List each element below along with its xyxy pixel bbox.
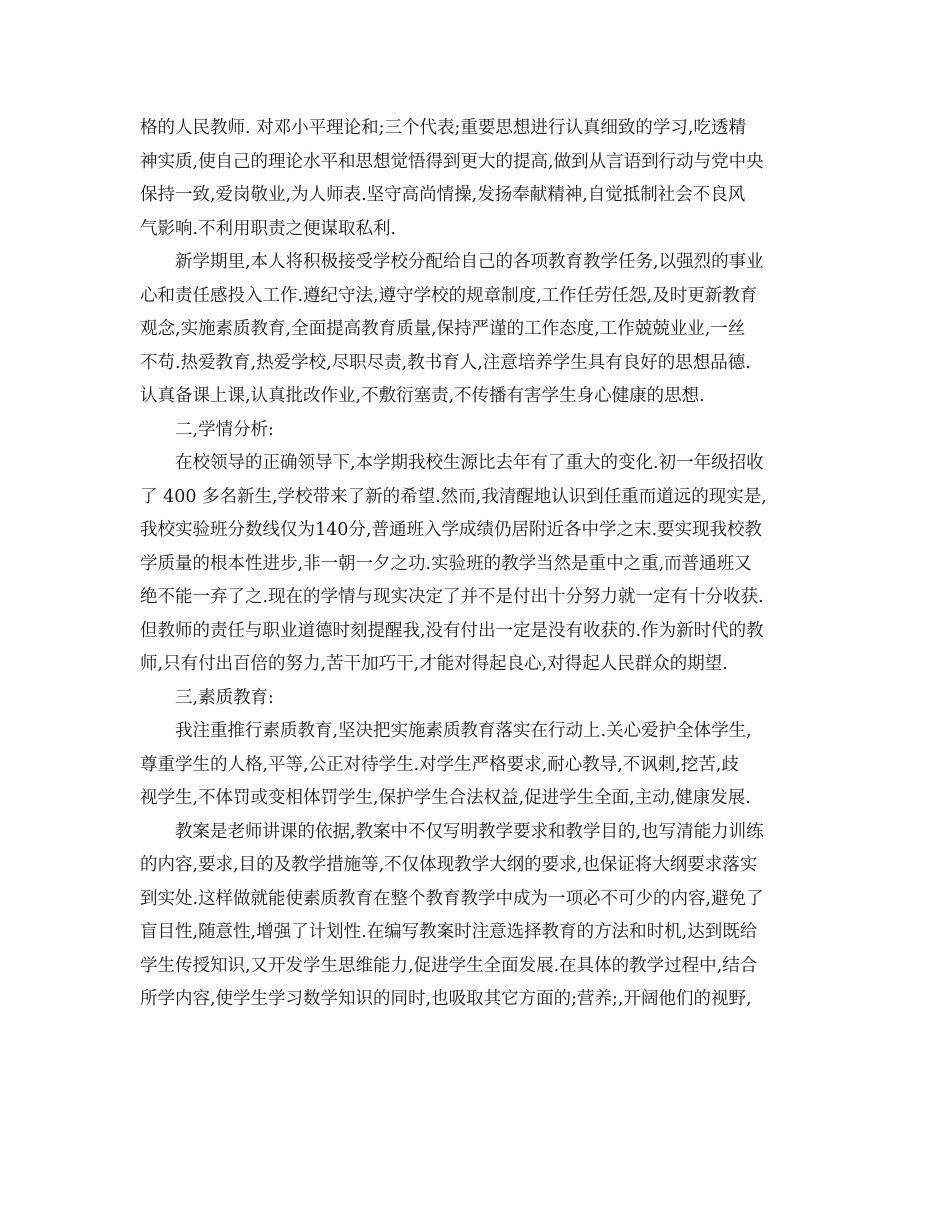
text-line: 心和责任感投入工作.遵纪守法,遵守学校的规章制度,工作任劳任怨,及时更新教育 xyxy=(140,285,758,306)
text-line: 师,只有付出百倍的努力,苦干加巧干,才能对得起良心,对得起人民群众的期望. xyxy=(140,654,728,674)
text-line: 格的人民教师. 对邓小平理论和;三个代表;重要思想进行认真细致的学习,吃透精 xyxy=(140,118,746,138)
text-line: 的内容,要求,目的及教学措施等,不仅体现教学大纲的要求,也保证将大纲要求落实 xyxy=(140,855,758,875)
text-line: 气影响.不利用职责之便谋取私利. xyxy=(140,218,397,239)
text-line: 尊重学生的人格,平等,公正对待学生.对学生严格要求,耐心教导,不讽刺,挖苦,歧 xyxy=(140,754,739,775)
text-line: 不苟.热爱教育,热爱学校,尽职尽责,教书育人,注意培养学生具有良好的思想品德. xyxy=(140,352,751,373)
text-line: 神实质,使自己的理论水平和思想觉悟得到更大的提高,做到从言语到行动与党中央 xyxy=(140,151,764,172)
text-line: 观念,实施素质教育,全面提高教育质量,保持严谨的工作态度,工作兢兢业业,一丝 xyxy=(140,319,746,339)
text-line: 盲目性,随意性,增强了计划性.在编写教案时注意选择教育的方法和时机,达到既给 xyxy=(140,922,758,942)
text-line: 认真备课上课,认真批改作业,不敷衍塞责,不传播有害学生身心健康的思想. xyxy=(140,386,705,406)
paragraph-first-line: 我注重推行素质教育,坚决把实施素质教育落实在行动上.关心爱护全体学生, xyxy=(175,721,752,741)
text-line: 所学内容,使学生学习数学知识的同时,也吸取其它方面的;营养;,开阔他们的视野, xyxy=(140,989,752,1009)
text-line: 学质量的根本性进步,非一朝一夕之功.实验班的教学当然是重中之重,而普通班又 xyxy=(140,553,752,574)
section-heading: 二,学情分析: xyxy=(175,419,274,440)
text-line: 学生传授知识,又开发学生思维能力,促进学生全面发展.在具体的教学过程中,结合 xyxy=(140,955,758,976)
text-line: 了 400 多名新生,学校带来了新的希望.然而,我清醒地认识到任重而道远的现实是, xyxy=(140,486,767,507)
text-line: 但教师的责任与职业道德时刻提醒我,没有付出一定是没有收获的.作为新时代的教 xyxy=(140,620,764,641)
paragraph-first-line: 教案是老师讲课的依据,教案中不仅写明教学要求和教学目的,也写清能力训练 xyxy=(175,821,764,842)
text-line: 保持一致,爱岗敬业,为人师表.坚守高尚情操,发扬奉献精神,自觉抵制社会不良风 xyxy=(140,185,746,205)
text-line: 绝不能一弃了之.现在的学情与现实决定了并不是付出十分努力就一定有十分收获. xyxy=(140,587,764,607)
section-heading: 三,素质教育: xyxy=(175,687,274,708)
document-body xyxy=(140,112,812,1017)
paragraph-first-line: 新学期里,本人将积极接受学校分配给自己的各项教育教学任务,以强烈的事业 xyxy=(175,252,764,272)
text-line: 我校实验班分数线仅为140分,普通班入学成绩仍居附近各中学之末.要实现我校教 xyxy=(140,520,763,540)
text-line: 到实处.这样做就能使素质教育在整个教育教学中成为一项必不可少的内容,避免了 xyxy=(140,888,764,909)
paragraph-first-line: 在校领导的正确领导下,本学期我校生源比去年有了重大的变化.初一年级招收 xyxy=(175,453,764,473)
text-line: 视学生,不体罚或变相体罚学生,保护学生合法权益,促进学生全面,主动,健康发展. xyxy=(140,788,751,808)
